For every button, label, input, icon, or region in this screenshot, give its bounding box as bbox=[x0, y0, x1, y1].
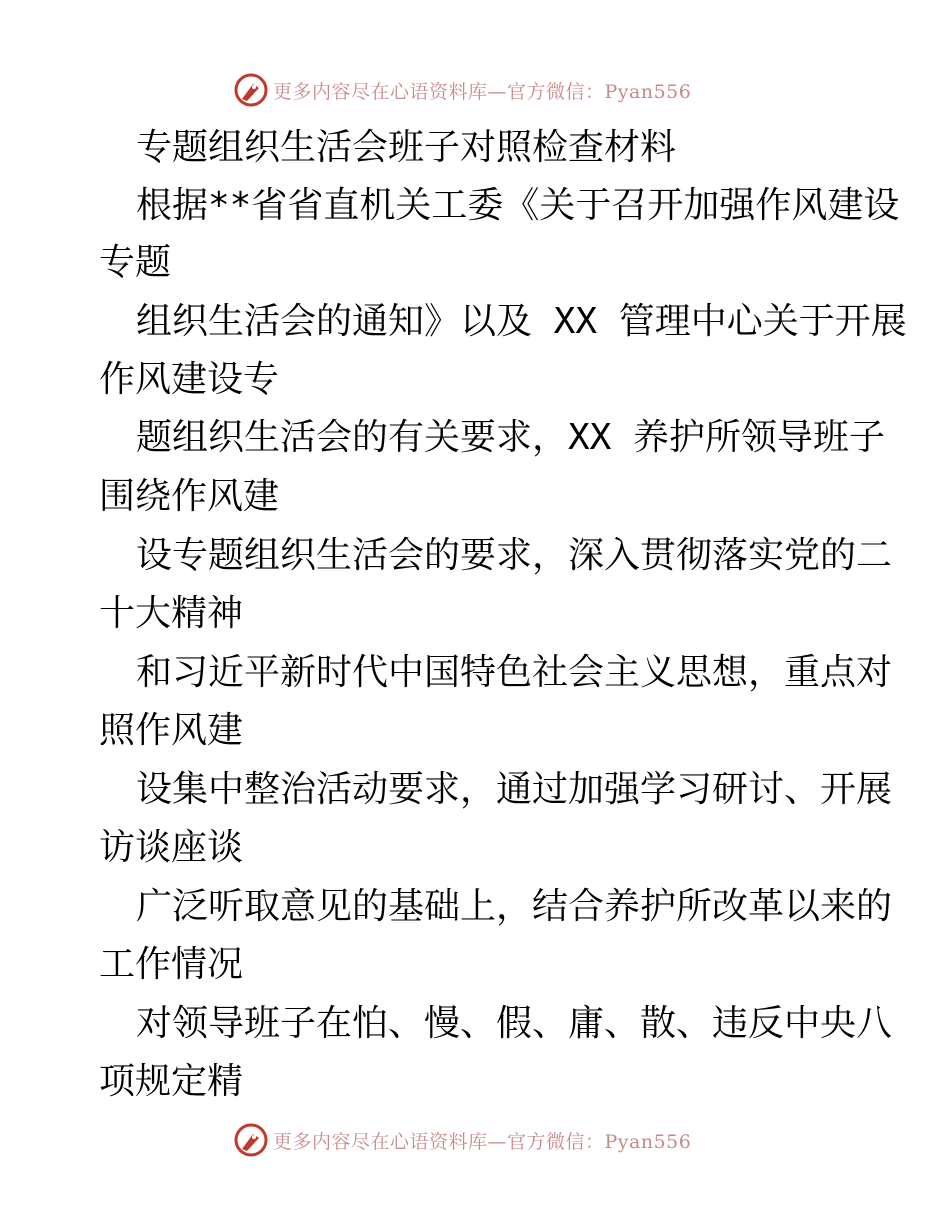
body-line: 对领导班子在怕、慢、假、庸、散、违反中央八 bbox=[136, 1003, 893, 1044]
pen-nib-logo-icon bbox=[233, 72, 269, 108]
body-line: 访谈座谈 bbox=[99, 827, 244, 868]
body-line: 广泛听取意见的基础上，结合养护所改革以来的 bbox=[136, 886, 893, 927]
body-line: 组织生活会的通知》以及 XX 管理中心关于开展 bbox=[136, 301, 907, 342]
body-line: 专题 bbox=[99, 242, 172, 283]
header-banner bbox=[233, 72, 691, 108]
body-line: 照作风建 bbox=[99, 710, 244, 751]
body-line: 十大精神 bbox=[99, 593, 244, 634]
document-title-line: 专题组织生活会班子对照检查材料 bbox=[136, 127, 677, 168]
footer-banner-text: 更多内容尽在心语资料库—官方微信：Pyan556 bbox=[273, 1130, 692, 1153]
body-line: 作风建设专 bbox=[99, 359, 280, 400]
footer-banner bbox=[233, 1122, 691, 1158]
body-line: 根据**省省直机关工委《关于召开加强作风建设 bbox=[136, 185, 900, 226]
header-banner-text: 更多内容尽在心语资料库—官方微信：Pyan556 bbox=[273, 80, 692, 103]
body-line: 围绕作风建 bbox=[99, 476, 280, 517]
body-line: 工作情况 bbox=[99, 944, 244, 985]
body-line: 项规定精 bbox=[99, 1061, 244, 1102]
pen-nib-logo-icon bbox=[233, 1122, 269, 1158]
body-line: 设专题组织生活会的要求，深入贯彻落实党的二 bbox=[136, 535, 893, 576]
body-line: 设集中整治活动要求，通过加强学习研讨、开展 bbox=[136, 769, 893, 810]
body-line: 题组织生活会的有关要求，XX 养护所领导班子 bbox=[136, 417, 886, 458]
body-line: 和习近平新时代中国特色社会主义思想，重点对 bbox=[136, 652, 893, 693]
